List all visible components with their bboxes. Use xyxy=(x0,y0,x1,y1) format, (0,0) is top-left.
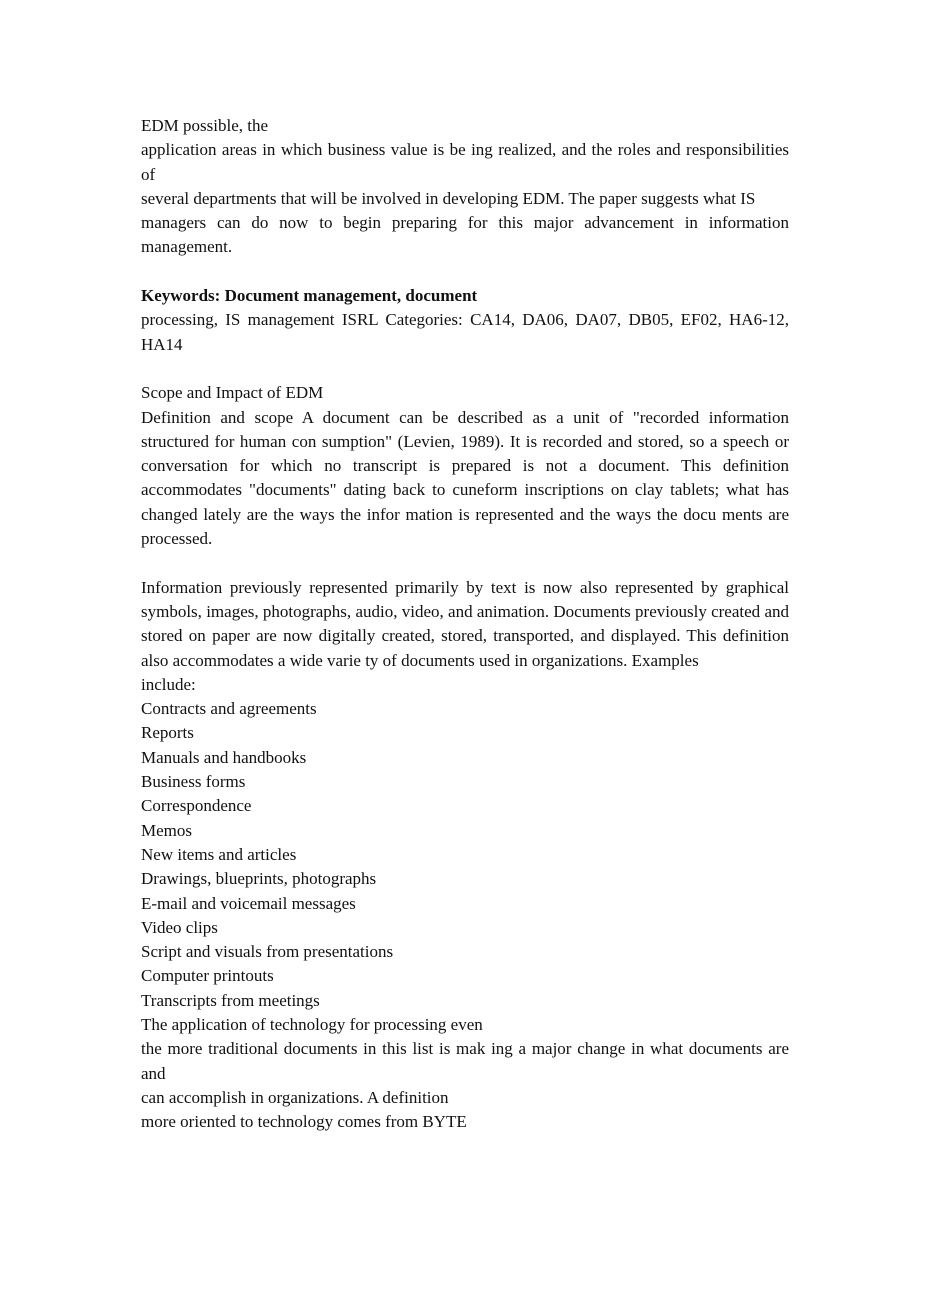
abstract-paragraph-2: several departments that will be involved in developing EDM. The paper suggests what IS xyxy=(141,188,756,208)
spacer xyxy=(141,551,789,575)
list-item: Manuals and handbooks xyxy=(141,747,307,767)
closing-line-4: more oriented to technology comes from BYTE xyxy=(141,1112,467,1132)
section-title: Scope and Impact of EDM xyxy=(141,383,324,403)
spacer xyxy=(141,357,789,381)
list-item: New items and articles xyxy=(141,844,297,864)
include-label: include: xyxy=(141,674,196,694)
keywords-heading: Keywords: Document management, document xyxy=(141,286,478,306)
section-paragraph-1: Definition and scope A document can be described as a unit of "recorded information structured for human con sumption" (Levien, 1989). It is recorded and stored, so a speech or conversation for which no transcript is prepared is not a document. This definition accommodates "documents" dating back to cuneform inscriptions on clay tablets; what has changed lately are the ways the infor mation is represented and the ways the docu ments are processed. xyxy=(141,407,789,549)
list-item: Business forms xyxy=(141,772,246,792)
document-page xyxy=(141,114,789,1134)
list-item: Transcripts from meetings xyxy=(141,990,320,1010)
abstract-paragraph-3: managers can do now to begin preparing for this major advancement in information management. xyxy=(141,213,789,257)
list-item: Drawings, blueprints, photographs xyxy=(141,869,377,889)
list-item: Memos xyxy=(141,820,192,840)
list-item: Computer printouts xyxy=(141,966,274,986)
abstract-line-1: EDM possible, the xyxy=(141,116,269,135)
list-item: Contracts and agreements xyxy=(141,699,317,719)
list-item: Correspondence xyxy=(141,796,252,816)
closing-line-1: The application of technology for processing even xyxy=(141,1014,483,1034)
closing-paragraph-2: the more traditional documents in this list is mak ing a major change in what documents are and xyxy=(141,1039,789,1083)
closing-line-3: can accomplish in organizations. A definition xyxy=(141,1087,449,1107)
spacer xyxy=(141,260,789,284)
abstract-paragraph-1: application areas in which business value is be ing realized, and the roles and responsibilities of xyxy=(141,140,789,184)
list-item: Script and visuals from presentations xyxy=(141,942,394,962)
section-paragraph-2: Information previously represented primarily by text is now also represented by graphical symbols, images, photographs, audio, video, and animation. Documents previously created and stored on paper are now digitally created, stored, transported, and displayed. This definition also accommodates a wide varie ty of documents used in organizations. Examples xyxy=(141,577,789,670)
list-item: Reports xyxy=(141,723,194,743)
list-item: Video clips xyxy=(141,917,218,937)
keywords-text: processing, IS management ISRL Categories: CA14, DA06, DA07, DB05, EF02, HA6-12, HA14 xyxy=(141,310,789,354)
list-item: E-mail and voicemail messages xyxy=(141,893,356,913)
